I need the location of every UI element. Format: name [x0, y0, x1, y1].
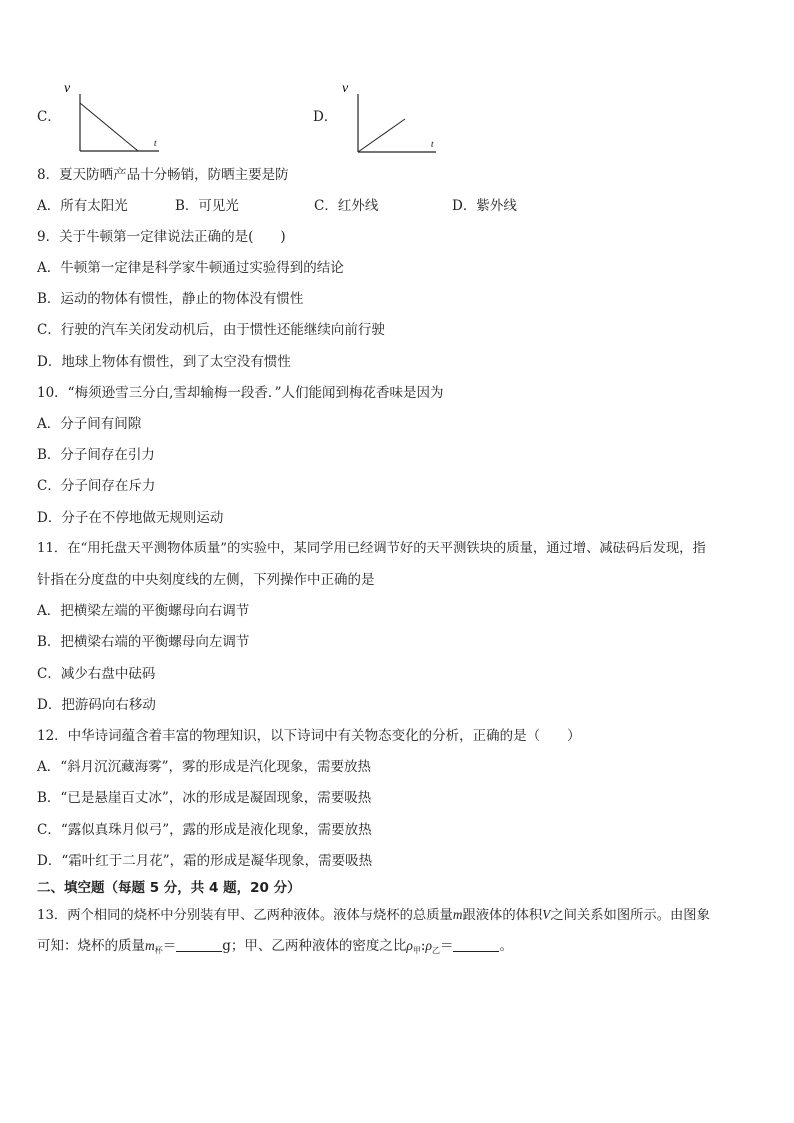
option-c-letter: C．: [37, 109, 61, 125]
question-12-stem: 12．中华诗词蕴含着丰富的物理知识，以下诗词中有关物态变化的分析，正确的是（ ）: [37, 728, 581, 744]
section-heading-fill-in: 二、填空题（每题 5 分，共 4 题，20 分）: [37, 880, 301, 896]
q12-option-b: B．“已是悬崖百丈冰”，冰的形成是凝固现象，需要吸热: [37, 790, 372, 806]
question-8-stem: 8．夏天防晒产品十分畅销，防晒主要是防: [37, 167, 289, 183]
question-13-line1: 13．两个相同的烧杯中分别装有甲、乙两种液体。液体与烧杯的总质量m跟液体的体积V之间关系如图所示。由图象: [37, 907, 710, 923]
var-m: m: [452, 907, 463, 922]
q9-option-a: A．牛顿第一定律是科学家牛顿通过实验得到的结论: [37, 260, 344, 276]
q11-option-c: C．减少右盘中砝码: [37, 666, 156, 682]
q8-option-d: D．紫外线: [452, 198, 517, 214]
q12-option-c: C．“露似真珠月似弓”，露的形成是液化现象，需要放热: [37, 822, 372, 838]
axis-v-label: v: [64, 81, 71, 96]
q11-option-b: B．把横梁右端的平衡螺母向左调节: [37, 634, 250, 650]
axis-t-label: t: [154, 138, 157, 148]
q10-option-c: C．分子间存在斥力: [37, 478, 156, 494]
q8-option-b: B．可见光: [175, 198, 239, 214]
q8-option-c: C．红外线: [314, 198, 379, 214]
q11-option-a: A．把横梁左端的平衡螺母向右调节: [37, 603, 250, 619]
q9-option-d: D．地球上物体有惯性，到了太空没有惯性: [37, 354, 291, 370]
var-v: V: [542, 907, 551, 922]
question-13-line2: 可知：烧杯的质量$m_杯= g$；甲、乙两种液体的密度之比$\rho_甲:\rho_乙=$ 。: [37, 938, 513, 955]
q12-option-d: D．“霜叶红于二月花”，霜的形成是凝华现象，需要吸热: [37, 853, 373, 869]
q12-option-a: A．“斜月沉沉藏海雾”，雾的形成是汽化现象，需要放热: [37, 759, 372, 775]
question-11-stem-line2: 针指在分度盘的中央刻度线的左侧，下列操作中正确的是: [37, 572, 375, 588]
q10-option-d: D．分子在不停地做无规则运动: [37, 510, 224, 526]
velocity-time-graph-increasing: [338, 78, 448, 158]
q8-option-a: A．所有太阳光: [37, 198, 128, 214]
graph-line-increasing: [358, 119, 405, 152]
q9-option-c: C．行驶的汽车关闭发动机后，由于惯性还能继续向前行驶: [37, 322, 385, 338]
question-9-stem: 9．关于牛顿第一定律说法正确的是( ): [37, 229, 286, 245]
question-11-stem-line1: 11．在“用托盘天平测物体质量”的实验中，某同学用已经调节好的天平测铁块的质量，通过增、减砝码后发现，指: [37, 541, 706, 556]
q11-option-d: D．把游码向右移动: [37, 697, 156, 713]
velocity-time-graph-decreasing: [62, 78, 172, 158]
answer-blank-density-ratio[interactable]: [453, 937, 499, 952]
q9-option-b: B．运动的物体有惯性，静止的物体没有惯性: [37, 291, 304, 307]
q10-option-a: A．分子间有间隙: [37, 416, 142, 432]
q10-option-b: B．分子间存在引力: [37, 447, 155, 463]
graph-line-decreasing: [80, 103, 138, 151]
axis-t-label: t: [431, 139, 434, 149]
option-d-letter: D．: [313, 109, 338, 125]
axis-v-label: v: [342, 81, 349, 96]
answer-blank-beaker-mass[interactable]: [176, 937, 222, 952]
question-10-stem: 10．“梅须逊雪三分白,雪却输梅一段香．”人们能闻到梅花香味是因为: [37, 385, 444, 401]
